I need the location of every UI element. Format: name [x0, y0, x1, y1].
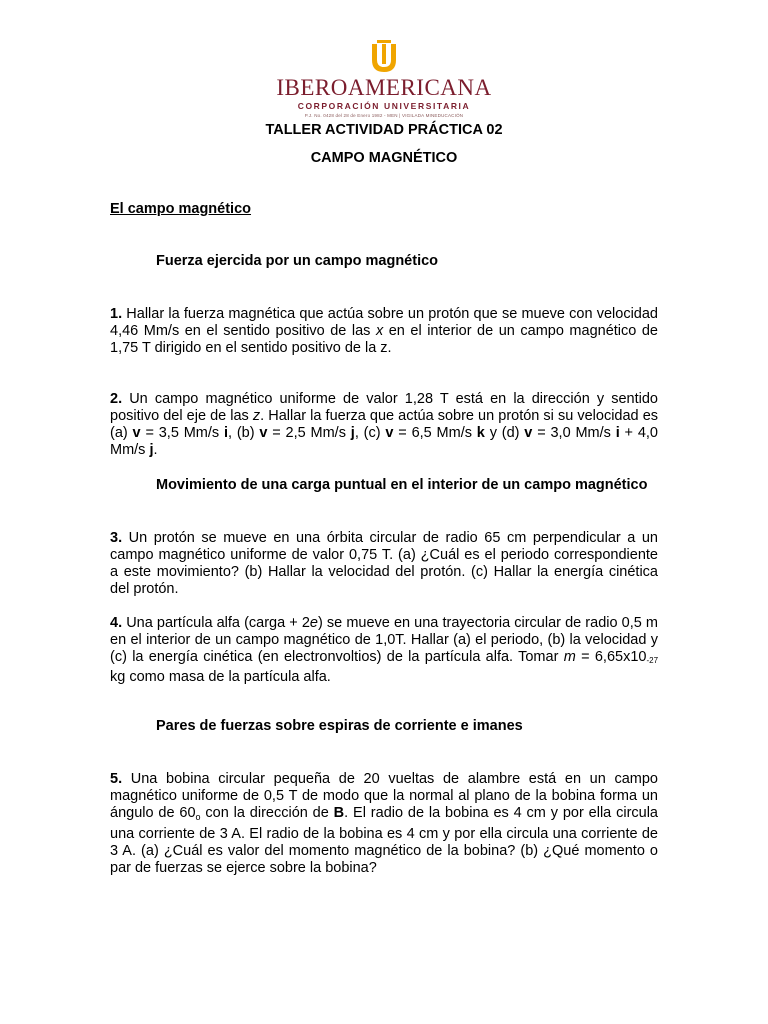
variable: e [309, 615, 318, 631]
subsection-heading-2: Movimiento de una carga puntual en el interior de un campo magnético [156, 477, 648, 493]
problem-4 [110, 615, 658, 686]
problem-text: , (b) [227, 425, 260, 441]
problem-text: y (d) [484, 425, 525, 441]
variable: x [375, 323, 384, 339]
problem-text: = 6,5 Mm/s [393, 425, 477, 441]
problem-text: Un protón se mueve en una órbita circular de radio 65 cm perpendicular a un campo magnético uniforme de valor 0,75 T. (a) ¿Cuál es el periodo correspondiente a este movimiento? (b) Hallar la velocidad del protón. (c) Hallar la energía cinética del protón. [110, 530, 658, 597]
vector: j [350, 425, 355, 441]
problem-text: kg como masa de la partícula alfa. [110, 669, 331, 685]
problem-number: 5. [110, 771, 123, 787]
logo-subtitle: CORPORACIÓN UNIVERSITARIA [297, 101, 471, 111]
problem-number: 4. [110, 615, 123, 631]
degree-mark: o [195, 812, 201, 822]
problem-text: = 2,5 Mm/s [267, 425, 351, 441]
problem-number: 2. [110, 391, 123, 407]
vector: v [524, 425, 533, 441]
vector: v [385, 425, 394, 441]
vector: B [333, 805, 345, 821]
variable: m [563, 649, 576, 665]
logo-legal-text: P.J. No. 0428 del 28 de Enero 1982 - MEN | VIGILADA MINEDUCACIÓN [304, 113, 464, 118]
problem-text: = 3,5 Mm/s [140, 425, 224, 441]
variable: z [252, 408, 261, 424]
problem-text: = 6,65x10 [575, 649, 647, 665]
problem-text: Hallar la fuerza magnética que actúa sobre un protón que se mueve con velocidad 4,46 Mm/s en el sentido positivo de las [110, 306, 658, 339]
document-title: TALLER ACTIVIDAD PRÁCTICA 02 [265, 122, 503, 138]
vector: k [476, 425, 485, 441]
problem-text: Una bobina circular pequeña de 20 vueltas de alambre está en un campo magnético uniforme de 0,5 T de modo que la normal al plano de la bobina forma un ángulo de 60 [110, 771, 658, 821]
problem-text: con la dirección de [200, 805, 334, 821]
problem-2 [110, 391, 658, 459]
problem-text: + 4,0 Mm/s [110, 425, 658, 458]
university-logo [0, 40, 768, 119]
problem-text: = 3,0 Mm/s [532, 425, 616, 441]
vector: v [132, 425, 141, 441]
problem-text: . [153, 442, 158, 458]
section-heading: El campo magnético [110, 201, 252, 217]
problem-text: Una partícula alfa (carga + 2 [122, 615, 310, 631]
logo-name: IBEROAMERICANA [276, 75, 492, 100]
vector: v [259, 425, 268, 441]
problem-text: ) se mueve en una trayectoria circular de radio 0,5 m en el interior de un campo magnético de 1,0T. Hallar (a) el periodo, (b) la velocidad y (c) la energía cinética (en electronvoltios) de la partícula alfa. Tomar [110, 615, 658, 665]
problem-1 [110, 306, 658, 357]
problem-text: . El radio de la bobina es 4 cm y por ella circula una corriente de 3 A. El radio de la bobina es 4 cm y por ella circula una corriente de 3 A. (a) ¿Cuál es valor del momento magnético de la bobina? (b) ¿Qué momento o par de fuerzas se ejerce sobre la bobina? [110, 805, 658, 876]
university-emblem-icon [364, 40, 404, 74]
subsection-heading-3: Pares de fuerzas sobre espiras de corriente e imanes [156, 718, 523, 734]
document-subtitle: CAMPO MAGNÉTICO [310, 150, 458, 166]
vector: j [149, 442, 154, 458]
subsection-heading-1: Fuerza ejercida por un campo magnético [156, 253, 439, 269]
exponent: -27 [646, 656, 659, 665]
vector: i [615, 425, 620, 441]
problem-5 [110, 771, 658, 877]
problem-3 [110, 530, 658, 598]
vector: i [223, 425, 228, 441]
problem-text: en el interior de un campo magnético de 1,75 T dirigido en el sentido positivo de la z. [110, 323, 658, 356]
problem-text: Un campo magnético uniforme de valor 1,28 T está en la dirección y sentido positivo del eje de las [110, 391, 658, 424]
problem-text: , (c) [354, 425, 386, 441]
problem-text: . Hallar la fuerza que actúa sobre un protón si su velocidad es (a) [110, 408, 659, 441]
problem-number: 1. [110, 306, 123, 322]
problem-number: 3. [110, 530, 123, 546]
